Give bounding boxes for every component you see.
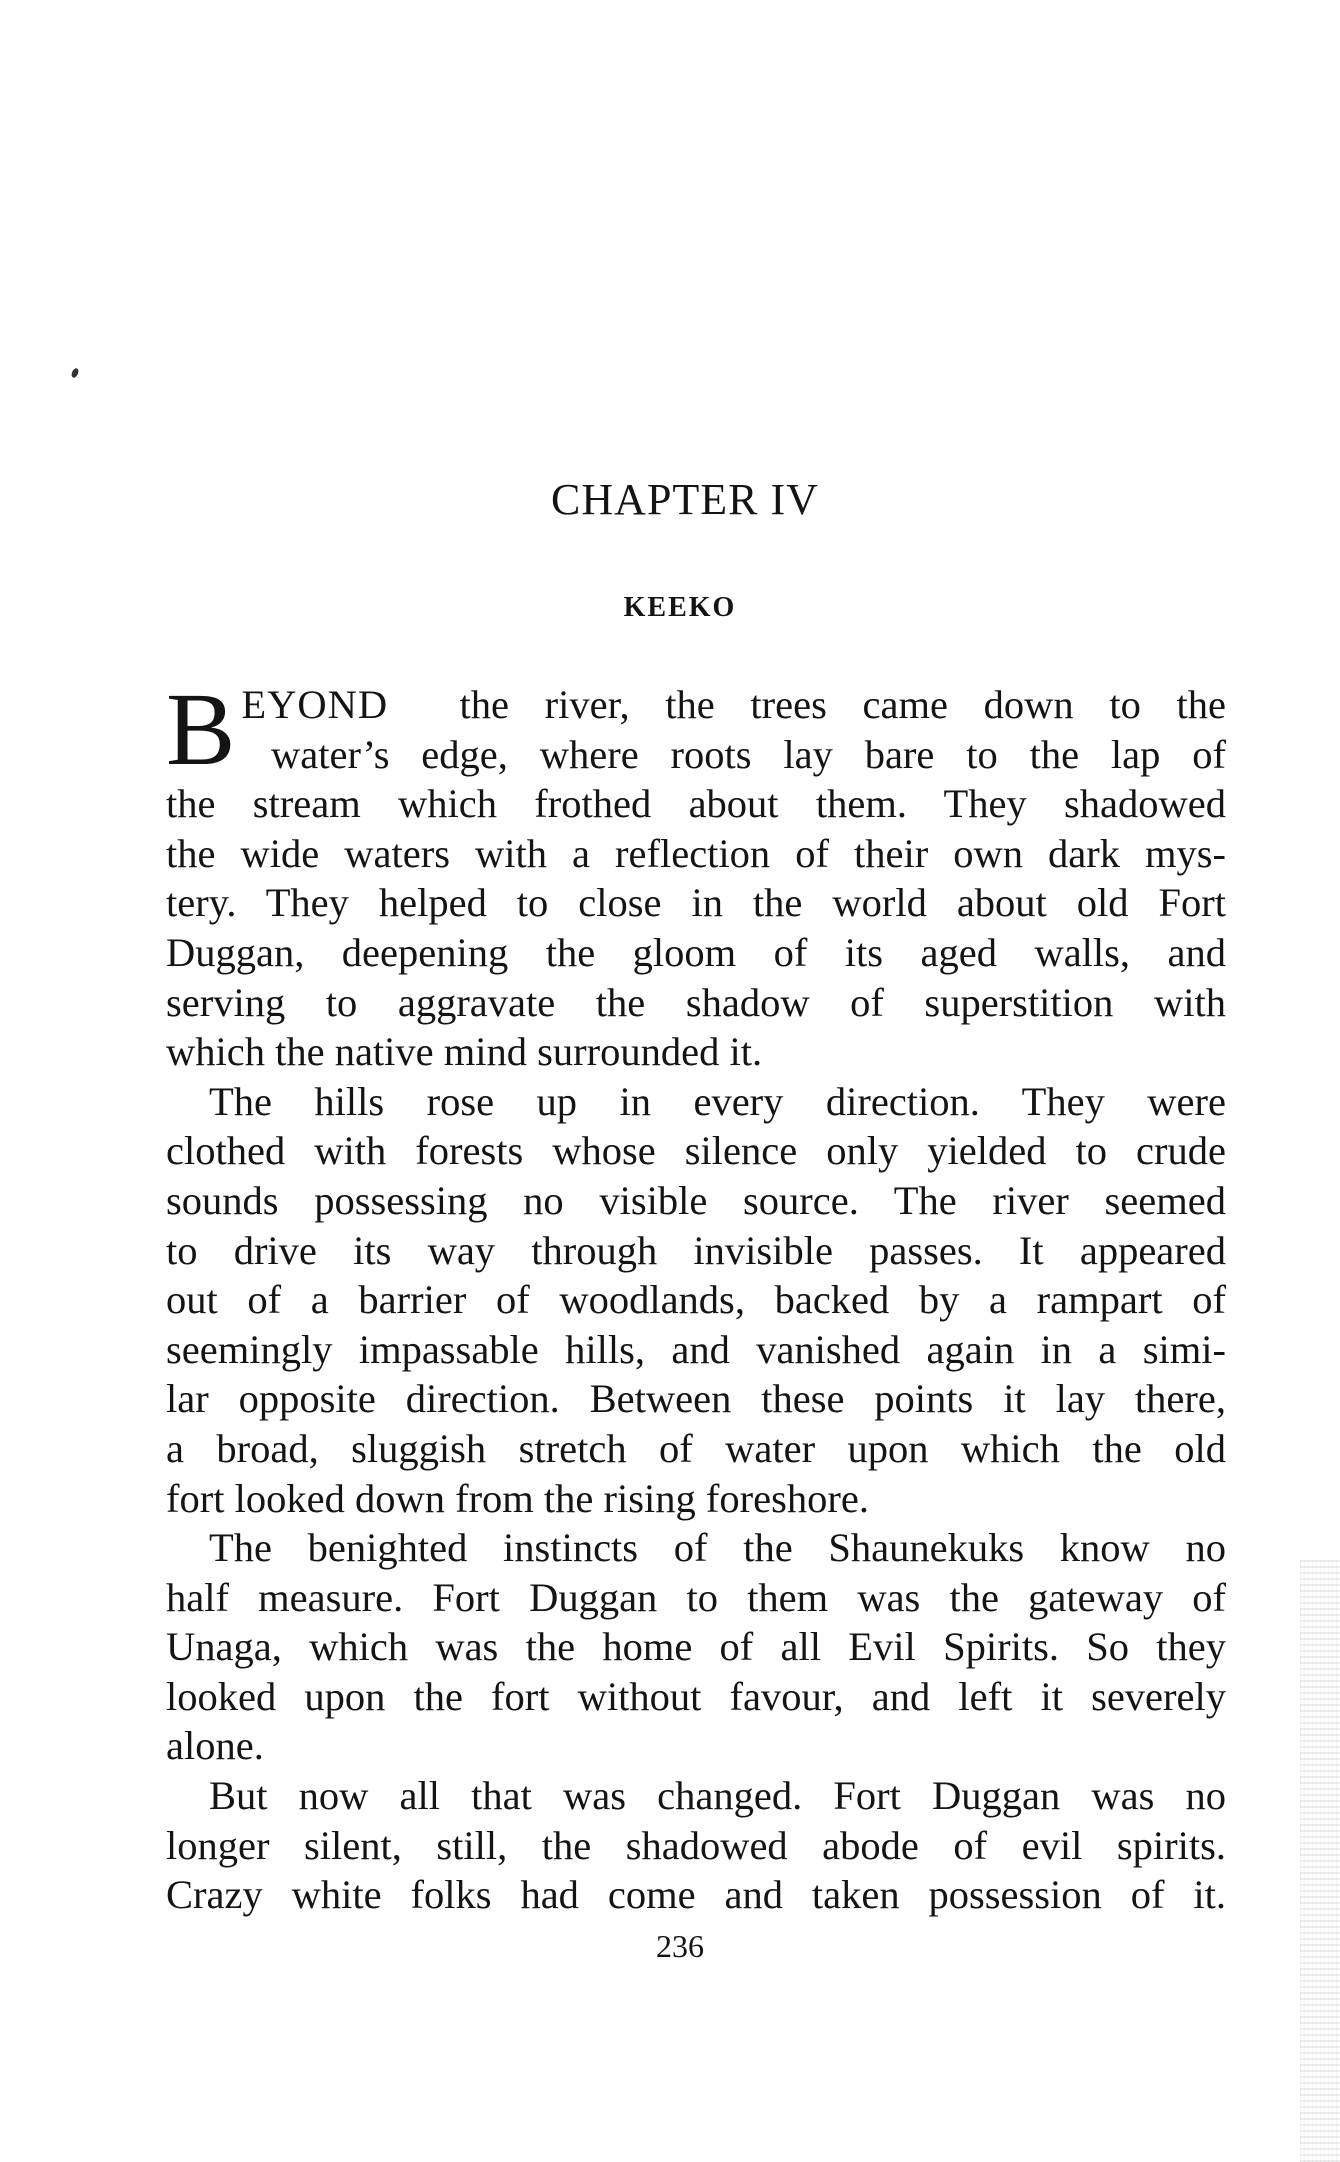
text-line: Duggan, deepening the gloom of its aged walls, and [166, 929, 1226, 975]
text-line: clothed with forests whose silence only yielded to crude [166, 1128, 1226, 1174]
first-word: EYOND [241, 682, 389, 727]
paragraph-3 [166, 1523, 1226, 1771]
drop-cap: B [166, 672, 236, 787]
text-line: which the native mind surrounded it. [166, 1029, 763, 1075]
text-line: fort looked down from the rising foreshore. [166, 1475, 869, 1521]
paragraph-2 [166, 1077, 1226, 1523]
text-line: But now all that was changed. Fort Duggan was no [209, 1773, 1226, 1819]
text-line: alone. [166, 1723, 264, 1769]
chapter-body [166, 672, 1226, 1920]
text-line: serving to aggravate the shadow of superstition with [166, 979, 1226, 1025]
text-line: The hills rose up in every direction. They were [209, 1078, 1226, 1124]
text-line: water’s edge, where roots lay bare to the lap of [271, 731, 1226, 777]
text-line: sounds possessing no visible source. The river seemed [166, 1177, 1226, 1223]
page-edge-texture [1300, 1560, 1340, 2162]
ink-speck [70, 367, 80, 379]
text-line: The benighted instincts of the Shaunekuks know no [209, 1525, 1226, 1571]
text-line: the wide waters with a reflection of their own dark mys- [166, 830, 1226, 876]
chapter-subtitle: KEEKO [623, 592, 737, 623]
text-line: longer silent, still, the shadowed abode of evil spirits. [166, 1822, 1226, 1868]
text-line: out of a barrier of woodlands, backed by a rampart of [166, 1277, 1226, 1323]
text-line: tery. They helped to close in the world about old Fort [166, 880, 1226, 926]
paragraph-1 [166, 672, 1226, 1077]
text-line: looked upon the fort without favour, and left it severely [166, 1673, 1226, 1719]
text-line: half measure. Fort Duggan to them was the gateway of [166, 1574, 1226, 1620]
text-line: EYOND the river, the trees came down to the [241, 682, 1226, 727]
text-line: Unaga, which was the home of all Evil Spirits. So they [166, 1624, 1226, 1670]
text-line: to drive its way through invisible passes. It appeared [166, 1227, 1226, 1273]
text-line: a broad, sluggish stretch of water upon which the old [166, 1425, 1226, 1471]
text-line: the stream which frothed about them. They shadowed [166, 781, 1226, 827]
page-number: 236 [656, 1928, 704, 1964]
text-line: lar opposite direction. Between these points it lay there, [166, 1376, 1226, 1422]
paragraph-4 [166, 1771, 1226, 1920]
text-line: Crazy white folks had come and taken possession of it. [166, 1872, 1226, 1918]
text-line: seemingly impassable hills, and vanished again in a simi- [166, 1326, 1226, 1372]
chapter-title: CHAPTER IV [551, 475, 819, 524]
